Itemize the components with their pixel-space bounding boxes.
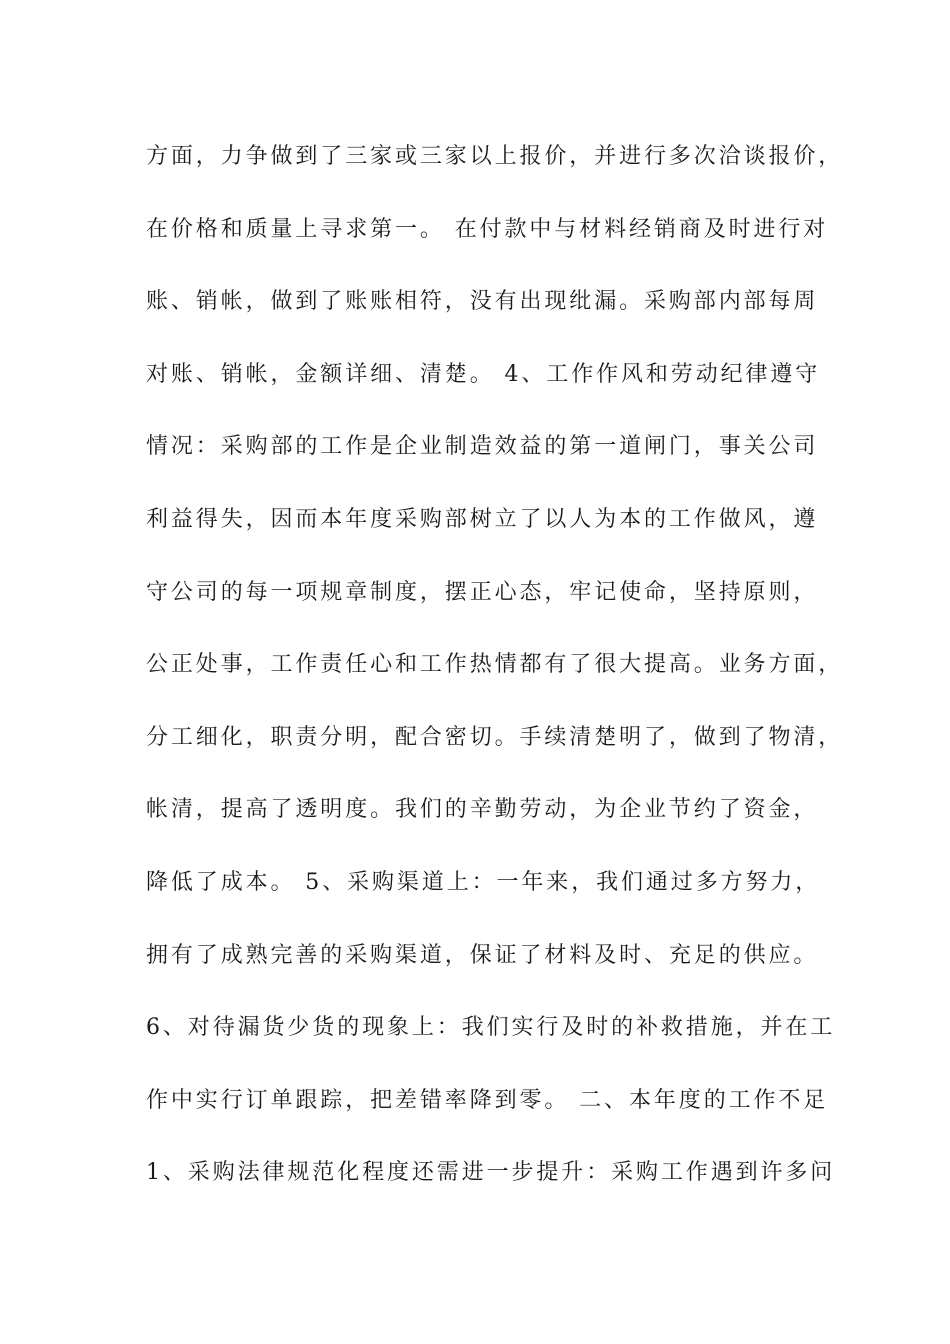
text-line: 在价格和质量上寻求第一。 在付款中与材料经销商及时进行对: [146, 216, 829, 242]
body-text: [146, 135, 844, 1224]
text-line: 利益得失，因而本年度采购部树立了以人为本的工作做风，遵: [146, 506, 819, 532]
text-line: 降低了成本。 5、采购渠道上：一年来，我们通过多方努力，: [146, 869, 821, 895]
text-line: 1、采购法律规范化程度还需进一步提升：采购工作遇到许多问: [146, 1160, 836, 1186]
text-line: 帐清，提高了透明度。我们的辛勤劳动，为企业节约了资金，: [146, 797, 819, 823]
text-line: 守公司的每一项规章制度，摆正心态，牢记使命，坚持原则，: [146, 579, 819, 605]
text-line: 情况：采购部的工作是企业制造效益的第一道闸门，事关公司: [146, 434, 819, 460]
text-line: 6、对待漏货少货的现象上：我们实行及时的补救措施，并在工: [146, 1015, 836, 1041]
text-line: 作中实行订单跟踪，把差错率降到零。 二、本年度的工作不足: [146, 1087, 829, 1113]
text-line: 账、销帐，做到了账账相符，没有出现纰漏。采购部内部每周: [146, 289, 819, 315]
text-line: 分工细化，职责分明，配合密切。手续清楚明了，做到了物清，: [146, 724, 844, 750]
text-line: 对账、销帐，金额详细、清楚。 4、工作作风和劳动纪律遵守: [146, 361, 821, 387]
text-line: 公正处事，工作责任心和工作热情都有了很大提高。业务方面，: [146, 652, 844, 678]
text-line: 拥有了成熟完善的采购渠道，保证了材料及时、充足的供应。: [146, 942, 819, 968]
text-line: 方面，力争做到了三家或三家以上报价，并进行多次洽谈报价，: [146, 144, 844, 169]
